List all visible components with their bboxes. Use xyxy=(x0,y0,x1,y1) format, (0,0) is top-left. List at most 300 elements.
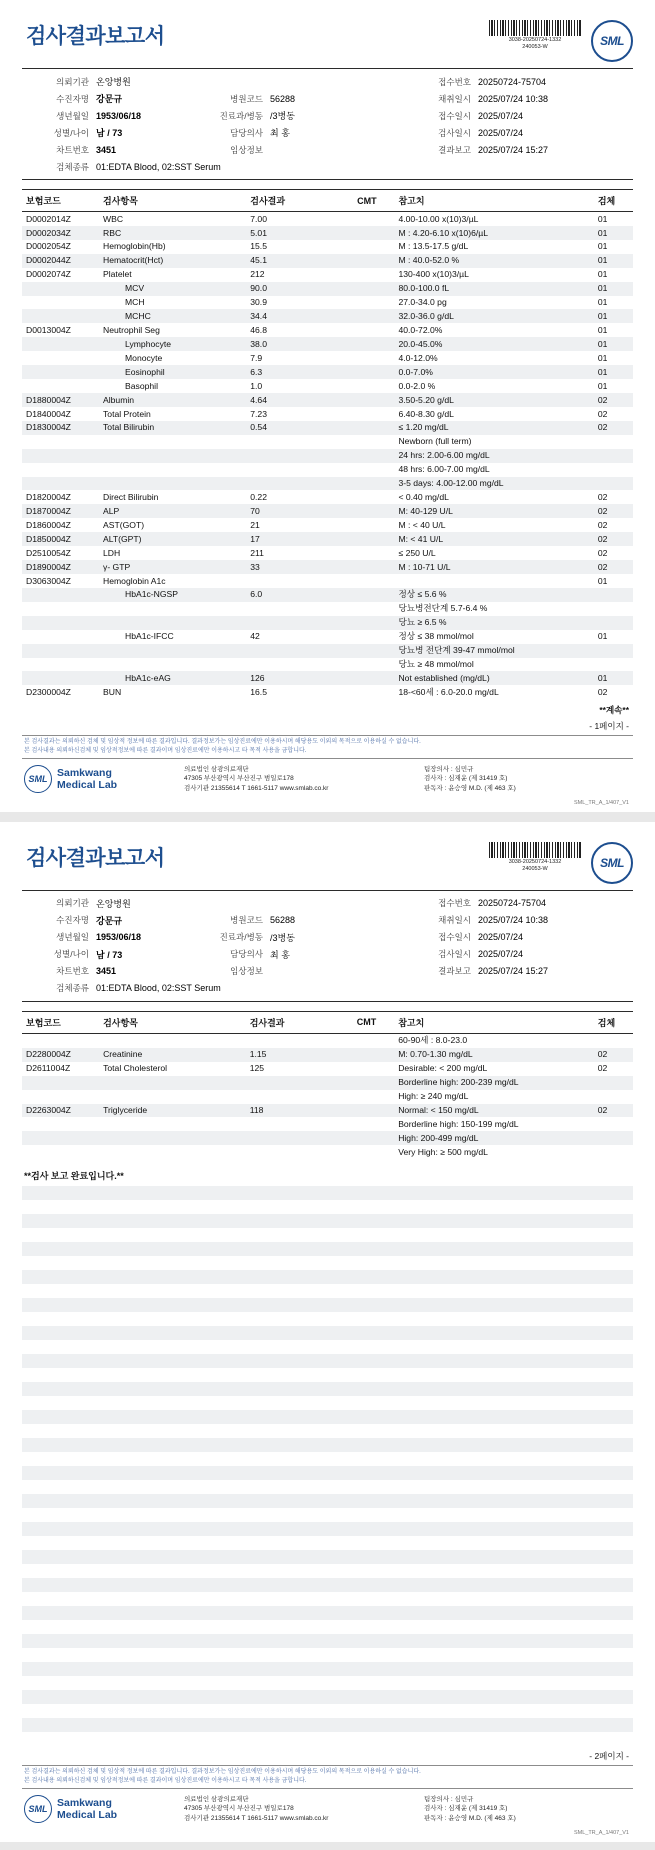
results-table-page2 xyxy=(22,1011,633,1159)
label-patient-2: 수진자명 xyxy=(56,915,89,926)
filler-row xyxy=(22,1564,633,1578)
cell-code xyxy=(22,1145,99,1159)
cell-code xyxy=(22,671,99,685)
value-chart-2: 3451 xyxy=(96,966,117,977)
cell-code: D1860004Z xyxy=(26,519,71,530)
cell-code xyxy=(22,449,99,463)
cell-name xyxy=(99,1145,246,1159)
cell-ref: 정상 ≤ 5.6 % xyxy=(394,588,593,602)
cell-cmt xyxy=(353,296,394,310)
cell-spec: 01 xyxy=(597,352,608,363)
cell-code xyxy=(22,1117,99,1131)
footer-sign-line3: 판독자 : 윤승영 M.D. (제 463 호) xyxy=(424,785,516,793)
table-row xyxy=(22,421,633,435)
page-title-2: 검사결과보고서 xyxy=(26,846,165,870)
cell-result: 6.3 xyxy=(246,365,353,379)
cell-code xyxy=(22,337,99,351)
cell-spec xyxy=(594,477,633,491)
filler-row xyxy=(22,1606,633,1620)
cell-ref: M: 40-129 U/L xyxy=(394,504,593,518)
label-doctor-2: 담당의사 xyxy=(230,949,263,960)
filler-row xyxy=(22,1550,633,1564)
cell-cmt xyxy=(353,240,394,254)
info-row-specimen xyxy=(22,158,633,175)
cell-spec: 01 xyxy=(597,297,608,308)
value-specimen-2: 01:EDTA Blood, 02:SST Serum xyxy=(96,983,221,994)
cell-name: Total Cholesterol xyxy=(103,1063,168,1074)
filler-row xyxy=(22,1424,633,1438)
cell-code xyxy=(22,282,99,296)
filler-row xyxy=(22,1284,633,1298)
cell-code: D1820004Z xyxy=(26,492,71,503)
cell-result: 5.01 xyxy=(246,226,353,240)
cell-ref: < 0.40 mg/dL xyxy=(398,492,449,503)
cell-spec xyxy=(594,1131,633,1145)
cell-result: 30.9 xyxy=(250,297,267,308)
value-sex-age: 남 / 73 xyxy=(96,128,123,138)
value-org: 온앙병원 xyxy=(96,77,131,87)
cell-name xyxy=(99,1033,246,1047)
filler-row xyxy=(22,1718,633,1732)
table-row xyxy=(22,337,633,351)
table-row xyxy=(22,435,633,449)
cell-name: BUN xyxy=(103,686,122,697)
footer-addr-line1: 의료법인 삼광의료재단 xyxy=(184,765,249,773)
table-row xyxy=(22,490,633,504)
filler-band xyxy=(22,1466,633,1480)
cell-name xyxy=(99,644,246,658)
cell-cmt xyxy=(353,1090,394,1104)
header-code-2: 보험코드 xyxy=(22,1011,99,1033)
cell-result xyxy=(246,574,353,588)
cell-cmt xyxy=(353,685,394,699)
filler-row xyxy=(22,1578,633,1592)
cell-ref: M: < 41 U/L xyxy=(394,532,593,546)
cell-spec: 01 xyxy=(594,337,633,351)
cell-name: MCV xyxy=(99,282,246,296)
header-result-2: 검사결과 xyxy=(246,1011,353,1033)
header-ref-2: 참고치 xyxy=(394,1011,594,1033)
cell-spec: 01 xyxy=(594,226,633,240)
cell-name: MCHC xyxy=(99,309,246,323)
results-body-page2 xyxy=(22,1033,633,1159)
cell-ref: M: 0.70-1.30 mg/dL xyxy=(394,1048,594,1062)
cell-spec: 02 xyxy=(597,492,608,503)
label-tested-2: 검사일시 xyxy=(438,949,471,960)
cell-ref: M : 10-71 U/L xyxy=(394,560,593,574)
cell-ref: Desirable: < 200 mg/dL xyxy=(398,1063,488,1074)
table-header-row xyxy=(22,190,633,212)
cell-result: 1.0 xyxy=(250,380,263,391)
cell-name: Total Protein xyxy=(103,408,151,419)
cell-spec: 01 xyxy=(594,309,633,323)
cell-spec: 02 xyxy=(594,560,633,574)
cell-result xyxy=(246,658,353,672)
cell-result: 33 xyxy=(246,560,353,574)
barcode-block xyxy=(489,20,581,50)
info-row-patient-2 xyxy=(22,912,633,929)
cell-spec: 01 xyxy=(597,380,608,391)
filler-row xyxy=(22,1298,633,1312)
cell-result: 70 xyxy=(246,504,353,518)
barcode-image xyxy=(489,20,581,36)
cell-ref: M : 4.20-6.10 x(10)6/µL xyxy=(394,226,593,240)
value-tested: 2025/07/24 xyxy=(478,127,524,138)
cell-spec xyxy=(594,644,633,658)
cell-result xyxy=(246,1117,353,1131)
filler-row xyxy=(22,1242,633,1256)
cell-name: ALP xyxy=(99,504,246,518)
cell-result: 7.9 xyxy=(250,352,263,363)
label-reported-2: 결과보고 xyxy=(438,966,471,977)
sml-footer-logo-icon: SML xyxy=(24,765,52,793)
page-mark-1: - 1페이지 - xyxy=(589,721,629,732)
cell-ref: 0.0-7.0% xyxy=(394,365,593,379)
label-reported: 결과보고 xyxy=(438,144,471,155)
cell-result xyxy=(246,435,353,449)
table-row xyxy=(22,226,633,240)
filler-row xyxy=(22,1536,633,1550)
filler-row xyxy=(22,1186,633,1200)
cell-spec: 01 xyxy=(597,241,608,252)
label-accession: 접수번호 xyxy=(438,76,471,87)
footer-sign-line1: 팀장의사 : 심민규 xyxy=(424,765,474,773)
results-body-page1 xyxy=(22,212,633,700)
cell-cmt xyxy=(353,671,394,685)
value-birth: 1953/06/18 xyxy=(96,110,142,121)
cell-result xyxy=(246,644,353,658)
cell-name xyxy=(99,658,246,672)
notice-block-2 xyxy=(22,1765,633,1788)
cell-cmt xyxy=(353,337,394,351)
cell-ref: ≤ 250 U/L xyxy=(398,547,436,558)
notice-line-2-p2: 본 검사내용 의뢰하신검체 및 임상적정보에 따른 결과이며 임상진료에만 이용하시고 타 목적 사용을 금합니다. xyxy=(24,1777,307,1784)
info-row-sex-age-2 xyxy=(22,946,633,963)
cell-cmt xyxy=(353,254,394,268)
cell-code: D3063004Z xyxy=(26,575,71,586)
filler-band xyxy=(22,1522,633,1536)
cell-result xyxy=(246,1145,353,1159)
cell-name xyxy=(99,449,246,463)
cell-spec: 01 xyxy=(594,671,633,685)
value-specimen: 01:EDTA Blood, 02:SST Serum xyxy=(96,161,221,172)
cell-code xyxy=(22,1033,99,1047)
filler-row xyxy=(22,1256,633,1270)
cell-code: D2510054Z xyxy=(26,547,71,558)
filler-row xyxy=(22,1480,633,1494)
label-sex-age-2: 성별/나이 xyxy=(53,949,89,960)
footer-brand-line2-p2: Medical Lab xyxy=(57,1808,118,1821)
cell-code: D1890004Z xyxy=(22,560,99,574)
filler-row xyxy=(22,1382,633,1396)
cell-cmt xyxy=(353,1033,394,1047)
cell-spec: 02 xyxy=(597,686,608,697)
cell-code xyxy=(22,477,99,491)
cell-spec: 01 xyxy=(594,254,633,268)
table-row xyxy=(22,365,633,379)
info-row-patient xyxy=(22,90,633,107)
cell-spec: 02 xyxy=(594,1048,633,1062)
cell-spec: 01 xyxy=(597,631,608,642)
table-row xyxy=(22,1062,633,1076)
cell-name: Hemoglobin(Hb) xyxy=(103,241,166,252)
filler-band xyxy=(22,1228,633,1242)
cell-name: MCH xyxy=(125,297,145,308)
cell-ref: 당뇨병 전단계 39-47 mmol/mol xyxy=(394,644,593,658)
label-dept-ward: 진료과/병동 xyxy=(219,110,263,121)
label-chart-2: 차트번호 xyxy=(56,966,89,977)
cell-ref: High: ≥ 240 mg/dL xyxy=(398,1091,469,1102)
value-hospital-code: 56288 xyxy=(270,93,296,104)
filler-band xyxy=(22,1718,633,1732)
cell-ref: Borderline high: 150-199 mg/dL xyxy=(398,1119,519,1130)
cell-code: D0013004Z xyxy=(26,324,71,335)
cell-code: D1880004Z xyxy=(22,393,99,407)
document-id-1: SML_TR_A_1/407_V1 xyxy=(573,799,629,806)
label-doctor: 담당의사 xyxy=(230,127,263,138)
label-tested: 검사일시 xyxy=(438,127,471,138)
table-row xyxy=(22,407,633,421)
filler-band xyxy=(22,1270,633,1284)
table-row xyxy=(22,630,633,644)
cell-result: 46.8 xyxy=(250,324,267,335)
filler-row xyxy=(22,1522,633,1536)
value-hospital-code-2: 56288 xyxy=(270,915,296,926)
cell-name xyxy=(99,1117,246,1131)
cell-result xyxy=(246,477,353,491)
cell-cmt xyxy=(353,1048,394,1062)
filler-band xyxy=(22,1368,633,1382)
cell-ref: 20.0-45.0% xyxy=(394,337,593,351)
value-doctor-2: 최 홍 xyxy=(270,949,290,960)
cell-ref: 0.0-2.0 % xyxy=(398,380,436,391)
cell-ref: M : 13.5-17.5 g/dL xyxy=(398,241,469,252)
table-row xyxy=(22,1145,633,1159)
filler-band xyxy=(22,1452,633,1466)
cell-spec xyxy=(594,616,633,630)
value-collected: 2025/07/24 10:38 xyxy=(478,93,549,104)
cell-spec: 01 xyxy=(597,324,608,335)
filler-row xyxy=(22,1620,633,1634)
cell-result: 16.5 xyxy=(250,686,267,697)
info-row-sex-age xyxy=(22,124,633,141)
cell-name: Triglyceride xyxy=(99,1104,246,1118)
cell-cmt xyxy=(353,407,394,421)
cell-ref: 3.50-5.20 g/dL xyxy=(394,393,593,407)
value-birth-2: 1953/06/18 xyxy=(96,932,142,943)
value-reported: 2025/07/24 15:27 xyxy=(478,144,549,155)
cell-code: D2611004Z xyxy=(26,1063,71,1074)
cell-name: RBC xyxy=(99,226,246,240)
barcode-block-2 xyxy=(489,842,581,872)
table-row xyxy=(22,1048,633,1062)
cell-code: D0002034Z xyxy=(22,226,99,240)
label-collected: 채취일시 xyxy=(438,93,471,104)
filler-row xyxy=(22,1410,633,1424)
footer-logo xyxy=(24,765,174,793)
label-dept-ward-2: 진료과/병동 xyxy=(219,932,263,943)
filler-row xyxy=(22,1494,633,1508)
filler-row xyxy=(22,1438,633,1452)
label-hospital-code: 병원코드 xyxy=(230,93,263,104)
value-doctor: 최 홍 xyxy=(270,128,290,138)
cell-cmt xyxy=(353,560,394,574)
filler-band xyxy=(22,1326,633,1340)
table-row xyxy=(22,212,633,226)
cell-name xyxy=(99,435,246,449)
cell-code xyxy=(22,644,99,658)
header-right xyxy=(489,20,633,62)
cell-ref: M : 40.0-52.0 % xyxy=(394,254,593,268)
label-org-2: 의뢰기관 xyxy=(56,898,89,909)
table-row xyxy=(22,644,633,658)
footer-addr-line2-p2: 47305 부산광역시 부산진구 범일로178 xyxy=(184,1805,294,1813)
filler-row xyxy=(22,1704,633,1718)
cell-spec xyxy=(594,1076,633,1090)
filler-band xyxy=(22,1578,633,1592)
header-spec: 검체 xyxy=(594,190,633,212)
sml-footer-logo-icon-2: SML xyxy=(24,1795,52,1823)
header-result: 검사결과 xyxy=(246,190,353,212)
table-row xyxy=(22,463,633,477)
cell-name: Direct Bilirubin xyxy=(103,492,159,503)
label-org: 의뢰기관 xyxy=(56,76,89,87)
cell-cmt xyxy=(353,630,394,644)
barcode-image-2 xyxy=(489,842,581,858)
cell-result: 38.0 xyxy=(246,337,353,351)
filler-row xyxy=(22,1690,633,1704)
cell-ref: 당뇨 ≥ 6.5 % xyxy=(394,616,593,630)
table-row xyxy=(22,393,633,407)
cell-result: 126 xyxy=(246,671,353,685)
header-cmt: CMT xyxy=(353,190,394,212)
cell-result: 1.15 xyxy=(246,1048,353,1062)
cell-spec: 02 xyxy=(594,421,633,435)
cell-cmt xyxy=(353,212,394,226)
sml-logo-icon-2: SML xyxy=(591,842,633,884)
cell-result: 45.1 xyxy=(246,254,353,268)
table-row xyxy=(22,240,633,254)
filler-row xyxy=(22,1732,633,1746)
cell-result: 118 xyxy=(246,1104,353,1118)
cell-result xyxy=(246,1076,353,1090)
cell-code xyxy=(22,296,99,310)
table-row xyxy=(22,602,633,616)
table-row xyxy=(22,449,633,463)
cell-result: 7.23 xyxy=(250,408,267,419)
footer-sign-line3-p2: 판독자 : 윤승영 M.D. (제 463 호) xyxy=(424,1815,516,1823)
cell-result: 0.22 xyxy=(250,492,267,503)
cell-ref: ≤ 1.20 mg/dL xyxy=(394,421,593,435)
cell-spec xyxy=(594,1145,633,1159)
continued-note: **계속** xyxy=(599,705,629,716)
table-row xyxy=(22,254,633,268)
cell-spec xyxy=(594,1090,633,1104)
info-row-birth-2 xyxy=(22,929,633,946)
filler-row xyxy=(22,1662,633,1676)
cell-cmt xyxy=(353,490,394,504)
filler-row xyxy=(22,1214,633,1228)
table-row xyxy=(22,1117,633,1131)
label-chart: 차트번호 xyxy=(56,144,89,155)
cell-name xyxy=(99,616,246,630)
cell-cmt xyxy=(353,1104,394,1118)
info-row-chart-2 xyxy=(22,963,633,980)
filler-band xyxy=(22,1410,633,1424)
value-dept-ward-2: /3병동 xyxy=(270,932,295,943)
table-row xyxy=(22,268,633,282)
filler-band xyxy=(22,1298,633,1312)
cell-cmt xyxy=(353,546,394,560)
filler-row xyxy=(22,1354,633,1368)
cell-name: Total Bilirubin xyxy=(99,421,246,435)
filler-band xyxy=(22,1690,633,1704)
label-received-2: 접수일시 xyxy=(438,932,471,943)
report-page-1 xyxy=(0,0,655,812)
footer-brand xyxy=(57,767,117,791)
label-accession-2: 접수번호 xyxy=(438,898,471,909)
footer-logo-2 xyxy=(24,1795,174,1823)
patient-info-block-2 xyxy=(22,890,633,1002)
value-accession-2: 20250724-75704 xyxy=(478,898,547,909)
cell-code: D0002054Z xyxy=(26,241,71,252)
cell-code xyxy=(22,616,99,630)
filler-band xyxy=(22,1536,633,1550)
header-name: 검사항목 xyxy=(99,190,246,212)
cell-ref: 60-90세 : 8.0-23.0 xyxy=(398,1035,468,1046)
info-row-specimen-2 xyxy=(22,980,633,997)
filler-band xyxy=(22,1354,633,1368)
cell-result xyxy=(246,616,353,630)
cell-cmt xyxy=(353,1117,394,1131)
barcode-number-2: 240053-W xyxy=(522,44,548,50)
cell-result: 211 xyxy=(250,547,264,558)
filler-row xyxy=(22,1270,633,1284)
cell-result: 0.54 xyxy=(246,421,353,435)
cell-ref: High: 200-499 mg/dL xyxy=(394,1131,594,1145)
cell-name xyxy=(99,477,246,491)
cell-ref: Newborn (full term) xyxy=(398,436,472,447)
footer-brand-line1-p2: Samkwang xyxy=(57,1796,112,1809)
cell-cmt xyxy=(353,477,394,491)
cell-name: Lymphocyte xyxy=(99,337,246,351)
cell-cmt xyxy=(353,658,394,672)
filler-band xyxy=(22,1662,633,1676)
cell-name xyxy=(99,463,246,477)
label-clinical-2: 임상정보 xyxy=(230,966,263,977)
table-row xyxy=(22,1131,633,1145)
cell-name: Albumin xyxy=(99,393,246,407)
footer-addr-line2: 47305 부산광역시 부산진구 범일로178 xyxy=(184,775,294,783)
label-clinical: 임상정보 xyxy=(230,144,263,155)
footer-signatures-2 xyxy=(424,1795,516,1824)
footer-sign-line2: 검사자 : 심재윤 (제 31419 호) xyxy=(424,775,508,783)
filler-band xyxy=(22,1606,633,1620)
document-header-2 xyxy=(22,836,633,884)
info-row-chart xyxy=(22,141,633,158)
cell-cmt xyxy=(353,351,394,365)
cell-code: D0002014Z xyxy=(26,213,71,224)
header-right-2 xyxy=(489,842,633,884)
filler-band xyxy=(22,1256,633,1270)
filler-row xyxy=(22,1466,633,1480)
cell-result: 17 xyxy=(246,532,353,546)
cell-result xyxy=(246,602,353,616)
cell-spec: 01 xyxy=(597,213,608,224)
table-row xyxy=(22,574,633,588)
cell-code xyxy=(22,588,99,602)
cell-result: 125 xyxy=(249,1063,265,1074)
